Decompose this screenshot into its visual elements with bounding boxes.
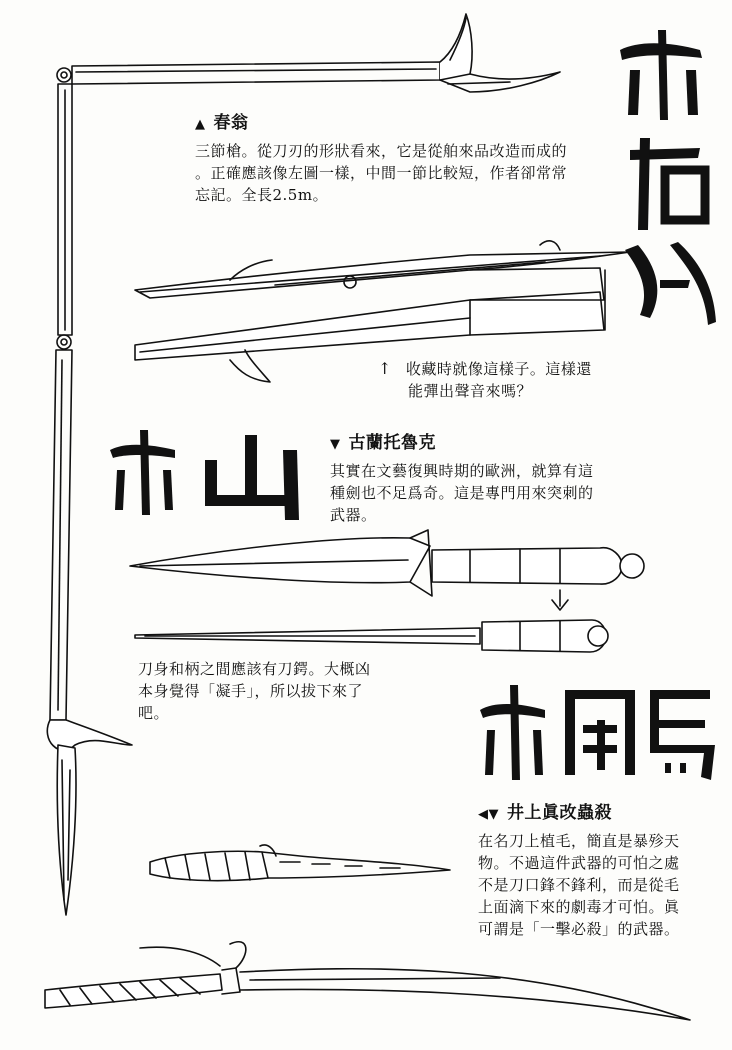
entry-title: 井上眞改蟲殺 [507,803,612,823]
entry-text-line: 在名刀上植毛，簡直是暴殄天 [478,832,680,850]
grand-turk-sword-variant-drawing [135,620,608,652]
entry-title: 春翁 [213,113,249,133]
entry-heading [195,112,567,136]
entry-text-line: 忘記。全長2.5m。 [195,186,329,204]
entry-text-line: 。正確應該像左圖一樣，中間一節比較短，作者卻常常 [195,164,568,182]
insect-kill-knife-drawing [150,845,450,881]
storage-caption [378,358,592,402]
entry-insect-kill [478,802,680,940]
grand-turk-sword-drawing [130,530,644,610]
triangle-left-down-icon: ◀▼ [478,807,499,822]
calligraphy-left-title [105,420,315,520]
caption-line: 收藏時就像這樣子。這樣還 [405,360,592,378]
entry-grand-turk [330,432,594,526]
entry-text-line: 上面滴下來的劇毒才可怕。眞 [478,898,680,916]
entry-spring-old-man [195,112,567,206]
guard-caption [138,658,371,724]
entry-text-line: 物。不過這件武器的可怕之處 [478,854,680,872]
calligraphy-right-title [475,675,725,785]
entry-title: 古蘭托魯克 [348,433,436,453]
triangle-up-icon: ▲ [195,117,206,132]
caption-line: 能彈出聲音來嗎？ [408,382,533,400]
entry-text-line: 不是刀口鋒不鋒利，而是從毛 [478,876,680,894]
entry-text-line: 種劍也不足爲奇。這是專門用來突刺的 [330,484,594,502]
katana-drawing [45,942,690,1020]
triangle-down-icon: ▼ [330,437,341,452]
entry-text-line: 其實在文藝復興時期的歐洲，就算有這 [330,462,594,480]
entry-text-line: 武器。 [330,506,377,524]
caption-line: 本身覺得「凝手」，所以拔下來了 [138,682,364,700]
entry-text-line: 三節槍。從刀刃的形狀看來，它是從舶來品改造而成的 [195,142,568,160]
calligraphy-title-vertical [610,30,720,330]
up-arrow-icon: ↑ [378,359,392,378]
entry-heading [478,802,680,826]
spear-top-section-drawing [57,14,560,92]
entry-text-line: 可謂是「一擊必殺」的武器。 [478,920,680,938]
caption-line: 刀身和柄之間應該有刀鍔。大概凶 [138,660,371,678]
entry-heading [330,432,594,456]
caption-line: 吧。 [138,704,170,722]
